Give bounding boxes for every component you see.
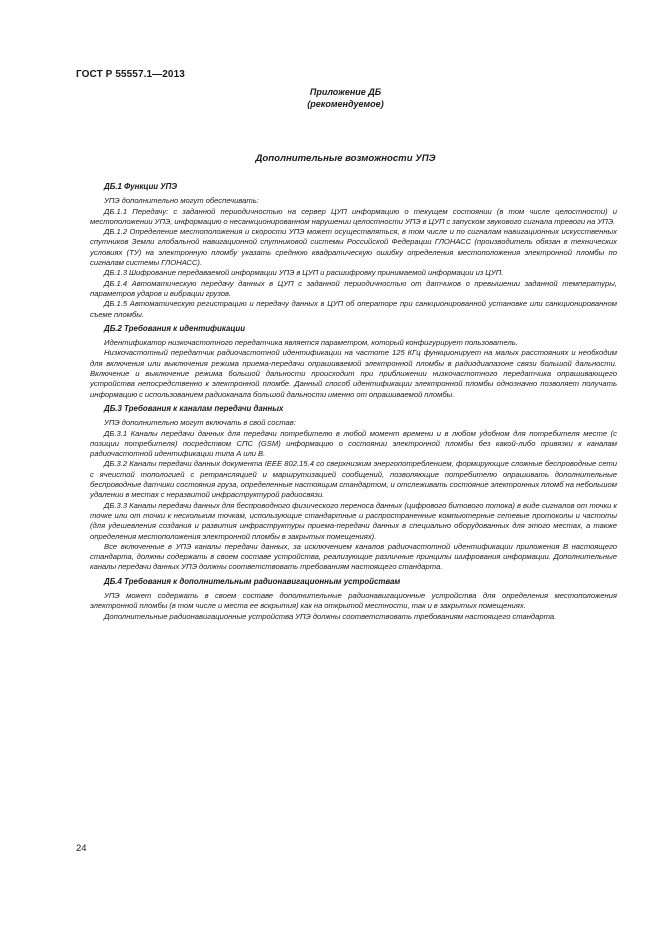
paragraph: Все включенные в УПЭ каналы передачи данных, за исключением каналов радиочастотной идентификации приложения В настоящего стандарта, должны содержать в своем составе устройства, реализующие различные принципы шифрования информации. Дополнительные каналы передачи данных УПЭ должны соответствовать требованиям настоящего стандарта. [90, 541, 617, 572]
paragraph: УПЭ дополнительно могут включать в свой состав: [104, 418, 296, 428]
section-heading: ДБ.4 Требования к дополнительным радионавигационным устройствам [104, 576, 401, 586]
section-heading: ДБ.1 Функции УПЭ [104, 182, 177, 191]
section-db2 [90, 324, 617, 400]
section-heading: ДБ.3 Требования к каналам передачи данных [104, 403, 284, 413]
paragraph: УПЭ дополнительно могут обеспечивать: [104, 196, 259, 206]
paragraph: ДБ.1.4 Автоматическую передачу данных в ЦУП с заданной периодичностью от датчиков о превышении заданной температуры, параметров ударов и вибрации грузов. [90, 278, 617, 298]
paragraph: ДБ.3.2 Каналы передачи данных документа IEEE 802.15.4 со сверхнизким энергопотреблением, формирующие сложные беспроводные сети с ячеистой топологией с ретрансляцией и маршрутизацией сообщений, позволяющие потребителю опрашивать дополнительные беспроводные датчики состояния груза, определенные настоящим стандартом, и отслеживать состояние электронных пломб на небольшом удалении в местах с неразвитой инфраструктурой радиосвязи. [90, 459, 617, 500]
appendix-label: Приложение ДБ [309, 87, 382, 97]
paragraph: ДБ.3.1 Каналы передачи данных для передачи потребителю в любой момент времени и в любом удобном для потребителя месте (с позиции потребителя) посредством СПС (GSM) информацию о состоянии электронной пломбы без какой-либо привязки к каналам радиочастотной идентификации типа А или В. [90, 428, 617, 459]
paragraph: ДБ.1.1 Передачу: с заданной периодичностью на сервер ЦУП информацию о текущем состоянии (в том числе целостности) и местоположении УПЭ, информацию о несанкционированном нарушении целостности УПЭ в ЦУП с запуском звукового сигнала тревоги на УПЭ. [90, 206, 617, 226]
appendix-title: Дополнительные возможности УПЭ [255, 153, 436, 164]
appendix-heading [0, 86, 661, 110]
paragraph: Низкочастотный передатчик радиочастотной идентификации на частоте 125 КГц функционирует на малых расстояниях и необходим для включения или выключения режима приема-передачи опрашиваемой электронной пломбы в радиодиапазоне связи большой дальности. Включение и выключение режима большой дальности происходит при приближении низкочастотного передатчика опрашивающего устройства непосредственно к электронной пломбе. Данный способ идентификации электронной пломбы однозначно позволяет получать информацию с использованием радиоканала большой дальности именно от опрашиваемой пломбы. [90, 348, 617, 399]
paragraph: УПЭ может содержать в своем составе дополнительные радионавигационные устройства для определения местоположения электронной пломбы (в том числе и места ее вскрытия) как на открытой местности, так и в закрытых помещениях. [90, 590, 617, 611]
paragraph: ДБ.1.3 Шифрование передаваемой информации УПЭ в ЦУП и расшифровку принимаемой информации из ЦУП. [104, 268, 504, 278]
section-db3 [90, 404, 617, 573]
paragraph: ДБ.1.5 Автоматическую регистрацию и передачу данных в ЦУП об операторе при санкционированной установке или санкционированном съеме пломбы. [90, 299, 617, 319]
paragraph: Дополнительные радионавигационные устройства УПЭ должны соответствовать требованиям настоящего стандарта. [104, 611, 557, 621]
document-code: ГОСТ Р 55557.1—2013 [76, 69, 185, 80]
section-heading: ДБ.2 Требования к идентификации [104, 323, 246, 333]
paragraph: Идентификатор низкочастотного передатчика является параметром, который конфигурирует пользователь. [104, 338, 518, 348]
section-db4 [90, 577, 617, 622]
appendix-type: (рекомендуемое) [307, 99, 384, 109]
paragraph: ДБ.3.3 Каналы передачи данных для беспроводного физического переноса данных (цифрового битового потока) в виде сигналов от точки к точке или от точки к нескольким точкам, использующие стандартные и распространенные компьютерные сетевые протоколы и частоты (для удешевления создания и развития инфраструктуры приема-передачи данных в специально оборудованных для этого местах, а также определения местоположения электронной пломбы в закрытых помещениях). [90, 500, 617, 541]
document-body [90, 179, 617, 622]
section-db1 [90, 182, 617, 320]
paragraph: ДБ.1.2 Определение местоположения и скорости УПЭ может осуществляться, в том числе и по сигналам навигационных искусственных спутников Земли глобальной навигационной спутниковой системы Российской Федерации ГЛОНАСС (производитель обязан в технических условиях (ТУ) на электронную пломбу указать среднюю квадратическую ошибку определения местоположения электронной пломбы по сигналам системы ГЛОНАСС). [90, 227, 617, 268]
page-number: 24 [76, 843, 87, 854]
